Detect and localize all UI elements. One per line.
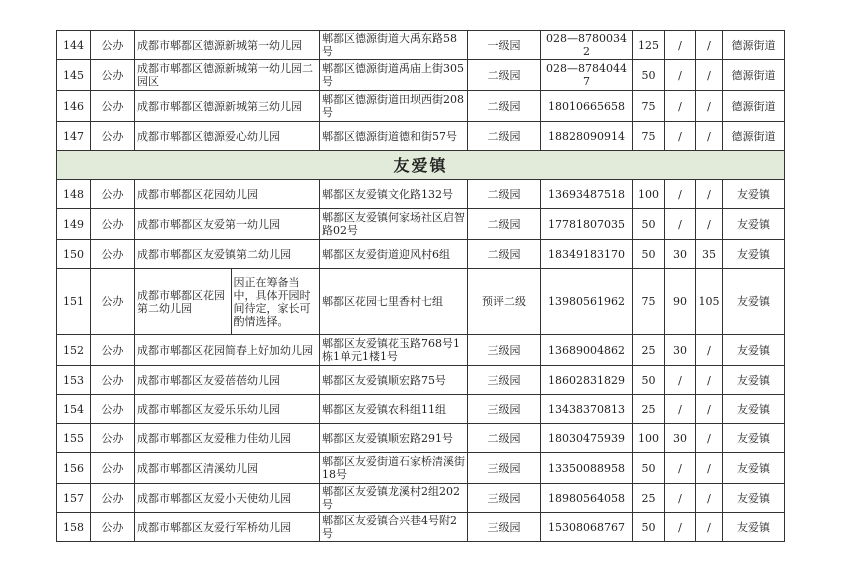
cell-no: 146 — [57, 91, 91, 122]
cell-count-3: 35 — [696, 240, 723, 269]
cell-count-3: / — [696, 335, 723, 366]
cell-phone: 028—87800342 — [541, 31, 633, 60]
cell-level: 二级园 — [468, 180, 541, 209]
table-row — [57, 424, 785, 453]
cell-count-2: / — [665, 60, 696, 91]
cell-count-2: / — [665, 484, 696, 513]
cell-level: 三级园 — [468, 484, 541, 513]
cell-count-3: / — [696, 209, 723, 240]
kindergarten-table — [56, 30, 785, 542]
cell-address: 郫都区友爱镇顺宏路291号 — [320, 424, 468, 453]
cell-no: 158 — [57, 513, 91, 542]
cell-address: 郫都区友爱街道迎风村6组 — [320, 240, 468, 269]
cell-address: 郫都区花园七里香村七组 — [320, 269, 468, 335]
cell-address: 郫都区友爱镇顺宏路75号 — [320, 366, 468, 395]
cell-no: 153 — [57, 366, 91, 395]
cell-count-2: / — [665, 513, 696, 542]
cell-no: 150 — [57, 240, 91, 269]
cell-area: 友爱镇 — [723, 424, 785, 453]
cell-type: 公办 — [91, 366, 135, 395]
section-title: 友爱镇 — [57, 151, 785, 180]
cell-count-2: / — [665, 180, 696, 209]
cell-address: 郫都区友爱镇龙溪村2组202号 — [320, 484, 468, 513]
table-row — [57, 395, 785, 424]
cell-area: 友爱镇 — [723, 180, 785, 209]
cell-level: 二级园 — [468, 60, 541, 91]
cell-count-2: / — [665, 366, 696, 395]
cell-count-3: / — [696, 366, 723, 395]
cell-count-2: 90 — [665, 269, 696, 335]
cell-type: 公办 — [91, 60, 135, 91]
table-row — [57, 513, 785, 542]
cell-count-3: / — [696, 31, 723, 60]
cell-name: 成都市郫都区德源新城第一幼儿园二园区 — [135, 60, 320, 91]
cell-area: 友爱镇 — [723, 395, 785, 424]
cell-name: 成都市郫都区友爱稚力佳幼儿园 — [135, 424, 320, 453]
cell-area: 友爱镇 — [723, 513, 785, 542]
cell-name: 成都市郫都区花园简春上好加幼儿园 — [135, 335, 320, 366]
table-row — [57, 60, 785, 91]
cell-count-1: 50 — [633, 60, 665, 91]
cell-area: 友爱镇 — [723, 269, 785, 335]
cell-address: 郫都区德源街道田坝西街208号 — [320, 91, 468, 122]
cell-type: 公办 — [91, 240, 135, 269]
cell-count-1: 75 — [633, 269, 665, 335]
cell-count-1: 25 — [633, 335, 665, 366]
cell-no: 151 — [57, 269, 91, 335]
cell-count-1: 50 — [633, 209, 665, 240]
cell-address: 郫都区德源街道大禹东路58号 — [320, 31, 468, 60]
cell-count-3: / — [696, 484, 723, 513]
cell-address: 郫都区德源街道德和街57号 — [320, 122, 468, 151]
cell-phone: 13689004862 — [541, 335, 633, 366]
cell-area: 德源街道 — [723, 91, 785, 122]
cell-level: 三级园 — [468, 335, 541, 366]
cell-type: 公办 — [91, 335, 135, 366]
cell-count-2: 30 — [665, 424, 696, 453]
cell-no: 144 — [57, 31, 91, 60]
cell-name: 成都市郫都区德源爱心幼儿园 — [135, 122, 320, 151]
cell-count-3: 105 — [696, 269, 723, 335]
cell-no: 157 — [57, 484, 91, 513]
table-row — [57, 180, 785, 209]
cell-name: 成都市郫都区友爱行军桥幼儿园 — [135, 513, 320, 542]
table-row — [57, 269, 785, 335]
table-body-youai — [57, 180, 785, 269]
cell-address: 郫都区德源街道禹庙上街305号 — [320, 60, 468, 91]
cell-count-3: / — [696, 180, 723, 209]
cell-name: 成都市郫都区友爱蓓蓓幼儿园 — [135, 366, 320, 395]
cell-no: 156 — [57, 453, 91, 484]
cell-type: 公办 — [91, 424, 135, 453]
cell-count-3: / — [696, 60, 723, 91]
cell-phone: 028—87840447 — [541, 60, 633, 91]
section-header — [57, 151, 785, 180]
cell-name: 成都市郫都区花园第二幼儿园 — [137, 288, 225, 315]
cell-count-1: 50 — [633, 366, 665, 395]
cell-no: 154 — [57, 395, 91, 424]
cell-type: 公办 — [91, 31, 135, 60]
cell-level: 一级园 — [468, 31, 541, 60]
cell-area: 友爱镇 — [723, 335, 785, 366]
cell-type: 公办 — [91, 122, 135, 151]
cell-type: 公办 — [91, 209, 135, 240]
cell-phone: 13980561962 — [541, 269, 633, 335]
table-body-youai-2 — [57, 335, 785, 542]
cell-address: 郫都区友爱镇花玉路768号1栋1单元1楼1号 — [320, 335, 468, 366]
table-row — [57, 453, 785, 484]
cell-count-2: / — [665, 91, 696, 122]
cell-address: 郫都区友爱镇农科组11组 — [320, 395, 468, 424]
cell-count-2: / — [665, 31, 696, 60]
cell-area: 友爱镇 — [723, 484, 785, 513]
cell-name: 成都市郫都区友爱小天使幼儿园 — [135, 484, 320, 513]
cell-count-3: / — [696, 453, 723, 484]
cell-area: 友爱镇 — [723, 240, 785, 269]
cell-phone: 17781807035 — [541, 209, 633, 240]
cell-level: 二级园 — [468, 91, 541, 122]
cell-address: 郫都区友爱街道石家桥清溪街18号 — [320, 453, 468, 484]
cell-count-3: / — [696, 513, 723, 542]
cell-count-1: 50 — [633, 513, 665, 542]
cell-level: 三级园 — [468, 366, 541, 395]
cell-no: 155 — [57, 424, 91, 453]
cell-area: 德源街道 — [723, 60, 785, 91]
cell-area: 友爱镇 — [723, 209, 785, 240]
cell-name: 成都市郫都区德源新城第一幼儿园 — [135, 31, 320, 60]
cell-type: 公办 — [91, 484, 135, 513]
cell-phone: 13350088958 — [541, 453, 633, 484]
cell-type: 公办 — [91, 91, 135, 122]
cell-name: 成都市郫都区友爱第一幼儿园 — [135, 209, 320, 240]
table-row — [57, 91, 785, 122]
cell-area: 德源街道 — [723, 31, 785, 60]
cell-area: 友爱镇 — [723, 453, 785, 484]
table-row — [57, 209, 785, 240]
cell-count-1: 50 — [633, 240, 665, 269]
cell-type: 公办 — [91, 395, 135, 424]
cell-type: 公办 — [91, 453, 135, 484]
cell-level: 二级园 — [468, 209, 541, 240]
cell-name: 成都市郫都区友爱镇第二幼儿园 — [135, 240, 320, 269]
cell-level: 二级园 — [468, 424, 541, 453]
cell-phone: 18349183170 — [541, 240, 633, 269]
table-body-deyuan — [57, 31, 785, 151]
cell-count-1: 50 — [633, 453, 665, 484]
cell-count-1: 25 — [633, 484, 665, 513]
cell-count-3: / — [696, 424, 723, 453]
cell-type: 公办 — [91, 269, 135, 335]
cell-count-3: / — [696, 122, 723, 151]
cell-count-1: 75 — [633, 91, 665, 122]
cell-count-2: / — [665, 453, 696, 484]
cell-level: 三级园 — [468, 395, 541, 424]
cell-count-3: / — [696, 395, 723, 424]
cell-phone: 18828090914 — [541, 122, 633, 151]
cell-level: 预评二级 — [468, 269, 541, 335]
cell-count-1: 100 — [633, 180, 665, 209]
table-row — [57, 240, 785, 269]
cell-name: 成都市郫都区德源新城第三幼儿园 — [135, 91, 320, 122]
cell-phone: 15308068767 — [541, 513, 633, 542]
cell-name: 成都市郫都区友爱乐乐幼儿园 — [135, 395, 320, 424]
cell-phone: 18980564058 — [541, 484, 633, 513]
cell-address: 郫都区友爱镇何家场社区启智路02号 — [320, 209, 468, 240]
cell-count-3: / — [696, 91, 723, 122]
cell-name: 成都市郫都区清溪幼儿园 — [135, 453, 320, 484]
cell-address: 郫都区友爱镇合兴巷4号附2号 — [320, 513, 468, 542]
cell-count-1: 75 — [633, 122, 665, 151]
special-row-group — [57, 269, 785, 335]
cell-phone: 18602831829 — [541, 366, 633, 395]
cell-name: 成都市郫都区花园幼儿园 — [135, 180, 320, 209]
cell-level: 三级园 — [468, 513, 541, 542]
cell-count-2: / — [665, 209, 696, 240]
opening-note: 因正在筹备当中，具体开园时间待定，家长可酌情选择。 — [231, 269, 319, 334]
cell-count-1: 100 — [633, 424, 665, 453]
table-row — [57, 31, 785, 60]
cell-count-2: 30 — [665, 240, 696, 269]
cell-count-2: / — [665, 122, 696, 151]
cell-area: 友爱镇 — [723, 366, 785, 395]
cell-no: 145 — [57, 60, 91, 91]
table-row — [57, 335, 785, 366]
cell-no: 148 — [57, 180, 91, 209]
cell-count-2: 30 — [665, 335, 696, 366]
cell-address: 郫都区友爱镇文化路132号 — [320, 180, 468, 209]
table-row — [57, 366, 785, 395]
cell-no: 152 — [57, 335, 91, 366]
cell-type: 公办 — [91, 180, 135, 209]
table-row — [57, 484, 785, 513]
cell-level: 三级园 — [468, 453, 541, 484]
cell-count-1: 125 — [633, 31, 665, 60]
cell-phone: 13438370813 — [541, 395, 633, 424]
cell-count-2: / — [665, 395, 696, 424]
cell-phone: 18030475939 — [541, 424, 633, 453]
cell-no: 147 — [57, 122, 91, 151]
cell-phone: 13693487518 — [541, 180, 633, 209]
cell-phone: 18010665658 — [541, 91, 633, 122]
cell-type: 公办 — [91, 513, 135, 542]
cell-area: 德源街道 — [723, 122, 785, 151]
cell-name-with-note — [135, 269, 320, 335]
cell-level: 二级园 — [468, 122, 541, 151]
cell-level: 二级园 — [468, 240, 541, 269]
table-row — [57, 122, 785, 151]
cell-count-1: 25 — [633, 395, 665, 424]
cell-no: 149 — [57, 209, 91, 240]
